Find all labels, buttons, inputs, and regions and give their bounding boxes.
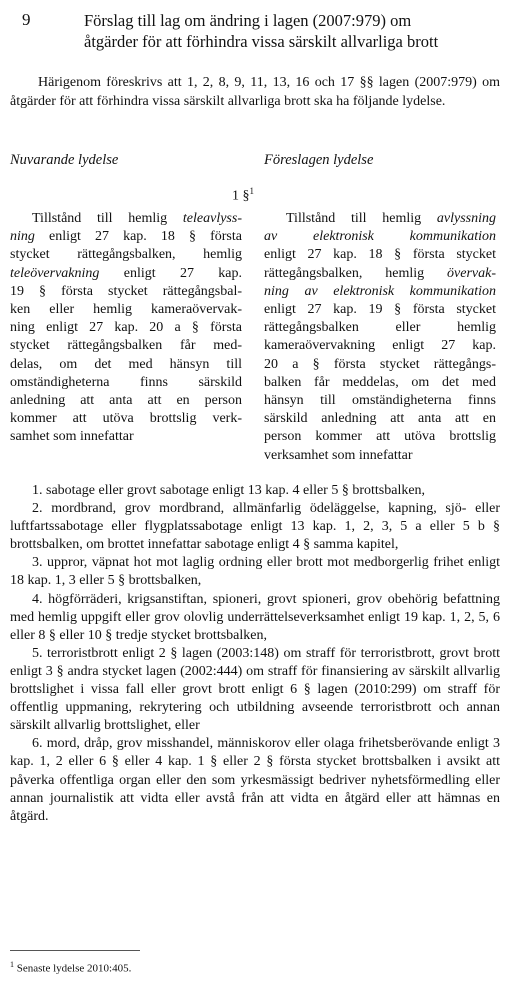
text-line: rättegångsbalken, hemlig övervak- (264, 265, 496, 281)
footnote-number: 1 (10, 960, 14, 969)
text-line: ning enligt 27 kap. 20 a § första (10, 320, 242, 336)
current-text-column (10, 210, 242, 447)
list-item: 4. högförräderi, krigsanstiftan, spioneri, grovt spioneri, grov obehörig befattning med hemlig uppgift eller grov olovlig underrättelseverksamhet enligt 19 kap. 1, 2, 5, 6 eller 8 § eller 10 § tredje stycket brottsbalken, (10, 591, 500, 643)
text-line: teleövervakning enligt 27 kap. (10, 265, 242, 281)
section-number: 9 (22, 10, 31, 29)
text-line: kameraövervakning enligt 27 kap. (264, 338, 496, 354)
text-line: stycket rättegångsbalken får med- (10, 338, 242, 354)
text-line: verksamhet som innefattar (264, 447, 413, 463)
crime-list (10, 482, 500, 826)
list-item: 2. mordbrand, grov mordbrand, allmänfarlig ödeläggelse, kapning, sjö- eller luftfartssabotage eller flygplatssabotage enligt 13 kap. 1, 2, 3, 5 a eller 5 b § brottsbalken, om brottet innefattar sabotage enligt 4 § samma kapitel, (10, 501, 500, 553)
text-line: hänsyn till omständigheterna finns (264, 393, 496, 409)
text-line: ken eller hemlig kameraövervak- (10, 302, 242, 318)
list-item: 1. sabotage eller grovt sabotage enligt 13 kap. 4 eller 5 § brottsbalken, (32, 483, 426, 498)
text-line: av elektronisk kommunikation (264, 229, 496, 245)
column-heading-proposed: Föreslagen lydelse (264, 152, 374, 168)
footnote (10, 960, 131, 975)
text-line: Tillstånd till hemlig teleavlyss- (32, 211, 242, 226)
text-line: anledning att anta att en person (10, 393, 242, 409)
footnote-divider (10, 950, 140, 951)
text-line: delas, om det med hänsyn till (10, 356, 242, 372)
text-line: 19 § första stycket rättegångsbal- (10, 283, 242, 299)
paragraph-mark-text: 1 § (232, 188, 250, 204)
intro-text: Härigenom föreskrivs att 1, 2, 8, 9, 11, 13, 16 och 17 §§ lagen (2007:979) om åtgärder för att förhindra vissa särskilt allvarliga brott ska ha följande lydelse. (10, 75, 500, 109)
text-line: Tillstånd till hemlig avlyssning (286, 211, 496, 226)
text-line: person kommer att utöva brottslig (264, 429, 496, 445)
footnote-text: Senaste lydelse 2010:405. (16, 962, 132, 975)
text-line: enligt 27 kap. 18 § första stycket (264, 247, 496, 263)
text-line: kommer att utöva brottslig verk- (10, 411, 242, 427)
footnote-ref: 1 (249, 186, 254, 196)
text-line: samhet som innefattar (10, 429, 134, 445)
text-line: ning av elektronisk kommunikation (264, 283, 496, 299)
text-line: 20 a § första stycket rättegångs- (264, 356, 496, 372)
heading-line-1: Förslag till lag om ändring i lagen (2007:979) om (84, 11, 412, 30)
text-line: särskild anledning att anta att en (264, 411, 496, 427)
section-heading (84, 10, 504, 52)
paragraph-mark (232, 186, 254, 205)
list-item: 6. mord, dråp, grov misshandel, människorov eller olaga frihetsberövande enligt 3 kap. 1, 2 eller 6 § eller 4 kap. 1 § eller 2 § första stycket brottsbalken i avsikt att påverka offentliga organ eller den som yrkesmässigt bedriver nyhetsförmedling eller annan journalistik att vidta eller avstå från att vidta en åtgärd eller att hämnas en åtgärd. (10, 736, 500, 824)
list-item: 5. terroristbrott enligt 2 § lagen (2003:148) om straff för terroristbrott, grovt brott enligt 3 § andra stycket lagen (2002:444) om straff för finansiering av särskilt allvarlig brottslighet i vissa fall eller grovt brott enligt 6 § lagen (2010:299) om straff för offentlig uppmaning, rekrytering och utbildning avseende terroristbrott och annan särskilt allvarlig brottslighet, eller (10, 645, 500, 734)
list-item: 3. uppror, väpnat hot mot laglig ordning eller brott mot medborgerlig frihet enligt 18 kap. 1, 3 eller 5 § brottsbalken, (10, 555, 500, 589)
text-line: ning enligt 27 kap. 18 § första (10, 229, 242, 245)
text-line: omständigheterna finns särskild (10, 374, 242, 390)
heading-line-2: åtgärder för att förhindra vissa särskilt allvarliga brott (84, 32, 439, 51)
intro-paragraph (10, 73, 500, 111)
text-line: balken får meddelas, om det med (264, 374, 496, 390)
column-heading-current: Nuvarande lydelse (10, 152, 119, 168)
text-line: stycket rättegångsbalken, hemlig (10, 247, 242, 263)
text-line: enligt 27 kap. 19 § första stycket (264, 302, 496, 318)
proposed-text-column (264, 210, 496, 465)
text-line: rättegångsbalken eller hemlig (264, 320, 496, 336)
